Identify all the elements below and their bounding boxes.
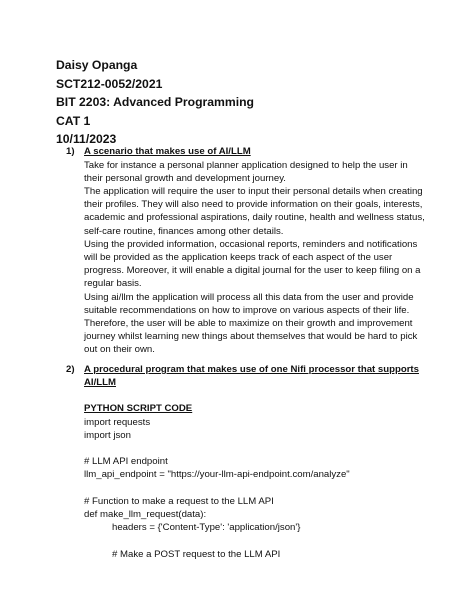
section-title (66, 364, 426, 389)
section-title (66, 146, 426, 159)
registration-number: SCT212-0052/2021 (56, 76, 163, 91)
section-number: 2) (66, 364, 75, 375)
code-line: llm_api_endpoint = "https://your-llm-api-endpoint.com/analyze" (84, 469, 350, 481)
spacer (84, 389, 426, 402)
section-scenario (66, 146, 426, 357)
section-number: 1) (66, 146, 75, 157)
code-line: import json (84, 429, 131, 441)
document-date: 10/11/2023 (56, 132, 117, 146)
code-line: # LLM API endpoint (84, 456, 168, 468)
section-heading: A procedural program that makes use of one Nifi processor that supports AI/LLM (84, 364, 419, 388)
assessment-label: CAT 1 (56, 113, 91, 128)
section-nifi-program (66, 364, 426, 561)
code-line (84, 534, 426, 547)
course-title: BIT 2203: Advanced Programming (56, 95, 254, 109)
paragraph: Using ai/llm the application will process all this data from the user and provide suitable recommendations on how to improve on various aspects of their life. Therefore, the user will be able to maximize on their growth and improvement journey whilst learning new things about themselves that would be hard to pick out on their own. (84, 291, 418, 356)
document-header (56, 56, 254, 149)
paragraph: The application will require the user to input their personal details when creating their profiles. They will also need to provide information on their goals, interests, academic and professional aspirations, daily routine, health and wellness status, self-care routine, finances among other details. (84, 186, 425, 237)
code-line: # Make a POST request to the LLM API (112, 548, 281, 560)
section-heading: A scenario that makes use of AI/LLM (84, 146, 251, 157)
code-line (84, 482, 426, 495)
code-line: # Function to make a request to the LLM API (84, 495, 274, 507)
code-line: def make_llm_request(data): (84, 508, 207, 520)
paragraph: Using the provided information, occasional reports, reminders and notifications will be provided as the application keeps track of each aspect of the user progress. Moreover, it will enable a digital journal for the user to keep filing on a regular basis. (84, 238, 421, 290)
student-name: Daisy Opanga (56, 58, 138, 72)
code-line: headers = {'Content-Type': 'application/json'} (112, 522, 301, 534)
paragraph: Take for instance a personal planner application designed to help the user in their personal growth and development journey. (84, 159, 408, 184)
code-line (84, 442, 426, 455)
python-code-block (84, 389, 426, 561)
code-title: PYTHON SCRIPT CODE (84, 403, 193, 415)
code-line: import requests (84, 416, 151, 428)
